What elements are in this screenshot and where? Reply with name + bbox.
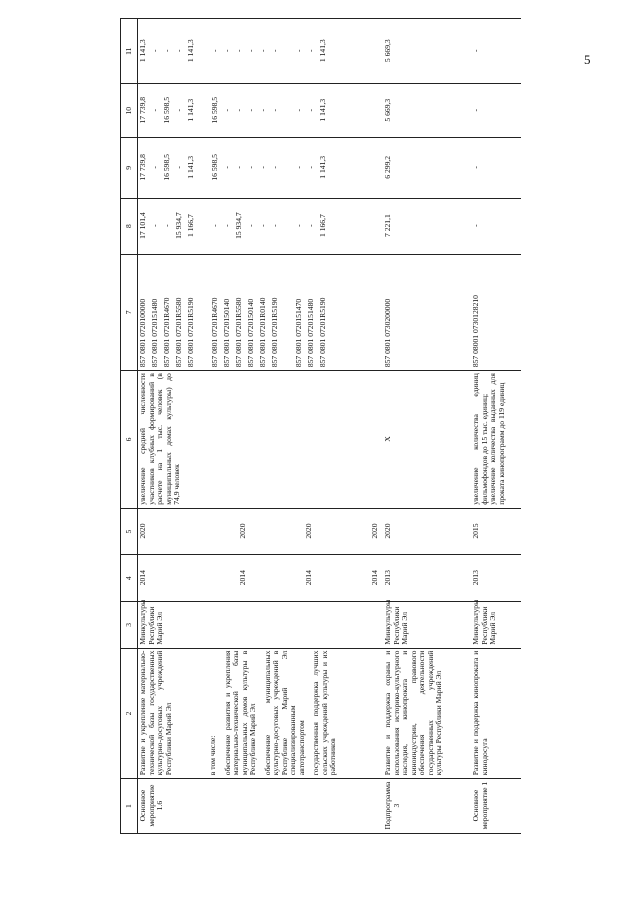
amount-col-9: 6 299,2 [383,138,471,199]
budget-code: 857 08001 0730128210 [471,254,521,371]
amount-col-8: - [471,198,521,254]
table-row [471,19,521,834]
item-code: Основное мероприятие 1 [471,779,521,834]
rotated-table-wrapper [120,18,521,834]
header-cell: 6 [121,371,138,509]
table-row [138,19,384,834]
executor: Минкультуры Республики Марий Эл [383,602,471,649]
item-code: Подпрограмма 3 [383,779,471,834]
amount-col-10: - [471,84,521,138]
start-year: 2013 [471,555,521,602]
start-year: 2013 [383,555,471,602]
executor: Минкультуры Республики Марий Эл [138,602,384,649]
header-cell: 5 [121,508,138,555]
header-cell: 2 [121,648,138,779]
header-cell: 10 [121,84,138,138]
amount-col-10: 17 739,8 - 16 598,5 - 1 141,3 16 598,5 - - - - - - - 1 141,3 [138,84,384,138]
start-year: 2014 2014 2014 2014 [138,555,384,602]
item-title: Развитие и поддержка кинопроката и кинодосуга [471,648,521,779]
program-table [120,18,521,834]
amount-col-9: - [471,138,521,199]
amount-col-9: 17 739,8 - 16 598,5 - 1 141,3 16 598,5 - - - - - - - 1 141,3 [138,138,384,199]
header-row [121,19,138,834]
table-row [383,19,471,834]
amount-col-8: 7 221,1 [383,198,471,254]
budget-codes: 857 0801 0720100000 857 0801 0720151480 857 0801 07201R4670 857 0801 07201R5580 857 0801 07201R5190 857 0801 07201R4670 857 0801 0720150140 857 0801 07201R5580 857 0801 0720150140 857 0801 07201R0140 857 0801 07201R5190 857 0801 0720151470 857 0801 0720151480 857 0801 07201R5190 [138,254,384,371]
header-cell: 7 [121,254,138,371]
item-title: Развитие и укрепление материально-технической базы государственных культурно-досуговых учреждений Республики Марий Эл в том числе: обеспечение развития и укрепления материально-технической базы муниципальных домов культуры в Республике Марий Эл обеспечение муниципальных культурно-досуговых учреждений в Республике Марий Эл специализированным автотранспортом государственная поддержка лучших сельских учреждений культуры и их работников [138,648,384,779]
item-code: Основное мероприятие 1.6 [138,779,384,834]
header-cell: 8 [121,198,138,254]
amount-col-11: 5 669,3 [383,19,471,84]
header-cell: 11 [121,19,138,84]
expected-result: увеличение средней численности участников клубных формирований в расчете на 1 тыс. человек (в муниципальных домах культуры) до 74,9 человек [138,371,384,509]
item-title: Развитие и поддержка охраны и использования историко-культурного наследия, кинопроката и киноиндустрии, правового обеспечения деятельности государственных учреждений культуры Республики Марий Эл [383,648,471,779]
amount-col-8: 17 101,4 - - 15 934,7 1 166,7 - - 15 934,7 - - - - - 1 166,7 [138,198,384,254]
amount-col-11: 1 141,3 - - - 1 141,3 - - - - - - - - 1 141,3 [138,19,384,84]
page-number: 5 [584,52,591,67]
expected-result: увеличение количества единиц фильмофондов до 15 тыс. единиц; увеличение количества выданных для проката кинопрограмм до 119 единиц [471,371,521,509]
amount-col-10: 5 669,3 [383,84,471,138]
end-year: 2020 [383,508,471,555]
header-cell: 9 [121,138,138,199]
expected-result: X [383,371,471,509]
end-year: 2015 [471,508,521,555]
executor: Минкультуры Республики Марий Эл [471,602,521,649]
amount-col-11: - [471,19,521,84]
end-year: 2020 2020 2020 2020 [138,508,384,555]
header-cell: 1 [121,779,138,834]
budget-code: 857 0801 0730200000 [383,254,471,371]
header-cell: 3 [121,602,138,649]
header-cell: 4 [121,555,138,602]
